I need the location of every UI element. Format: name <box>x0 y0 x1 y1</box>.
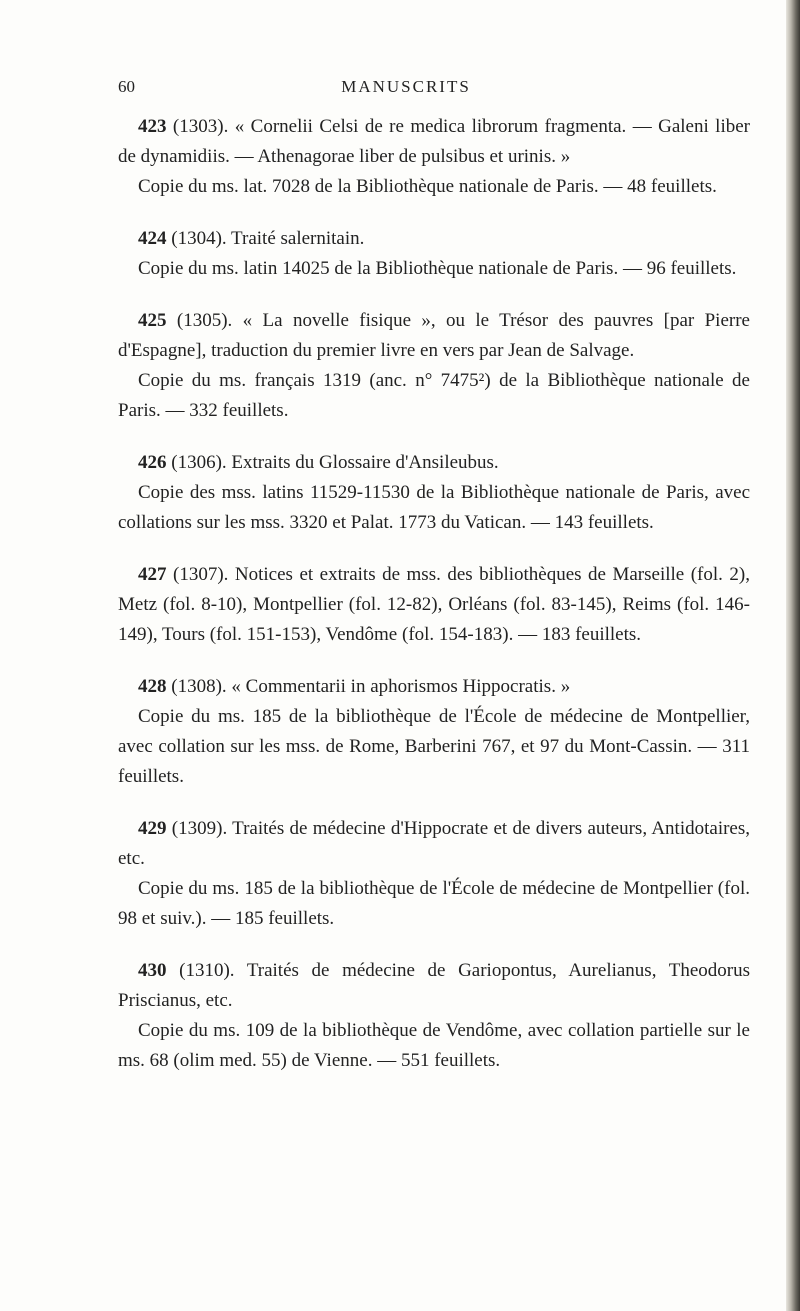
entry-copy-note: Copie du ms. 185 de la bibliothèque de l'École de médecine de Montpellier (fol. 98 et suiv.). — 185 feuillets. <box>118 878 750 929</box>
catalog-entry-424 <box>118 224 750 284</box>
entry-copy-note: Copie du ms. latin 14025 de la Bibliothèque nationale de Paris. — 96 feuillets. <box>138 258 737 279</box>
entry-copy-note: Copie du ms. 109 de la bibliothèque de Vendôme, avec collation partielle sur le ms. 68 (olim med. 55) de Vienne. — 551 feuillets. <box>118 1020 750 1071</box>
catalog-entry-430 <box>118 956 750 1076</box>
entry-text: (1307). Notices et extraits de mss. des bibliothèques de Marseille (fol. 2), Metz (fol. 8-10), Montpellier (fol. 12-82), Orléans (fol. 83-145), Reims (fol. 146-149), Tours (fol. 151-153), Vendôme (fol. 154-183). — 183 feuillets. <box>118 564 750 645</box>
catalog-entry-427 <box>118 560 750 650</box>
entry-number: 430 <box>138 960 167 981</box>
entry-description <box>118 448 750 478</box>
entry-copy-note: Copie du ms. français 1319 (anc. n° 7475²) de la Bibliothèque nationale de Paris. — 332 feuillets. <box>118 370 750 421</box>
entry-text: (1309). Traités de médecine d'Hippocrate et de divers auteurs, Antidotaires, etc. <box>118 818 750 869</box>
page-edge-shadow <box>786 0 800 1311</box>
entry-description <box>118 956 750 1016</box>
entry-copy-note: Copie des mss. latins 11529-11530 de la Bibliothèque nationale de Paris, avec collations sur les mss. 3320 et Palat. 1773 du Vatican. — 143 feuillets. <box>118 482 750 533</box>
entry-description <box>118 306 750 366</box>
catalog-entry-426 <box>118 448 750 538</box>
running-head-title: MANUSCRITS <box>341 77 471 96</box>
entry-description <box>118 112 750 172</box>
catalog-entry-423 <box>118 112 750 202</box>
entry-copy-note: Copie du ms. 185 de la bibliothèque de l'École de médecine de Montpellier, avec collation sur les mss. de Rome, Barberini 767, et 97 du Mont-Cassin. — 311 feuillets. <box>118 706 750 787</box>
entry-number: 424 <box>138 228 167 249</box>
entry-description <box>118 814 750 874</box>
catalog-entry-425 <box>118 306 750 426</box>
entry-text: (1305). « La novelle fisique », ou le Trésor des pauvres [par Pierre d'Espagne], traduction du premier livre en vers par Jean de Salvage. <box>118 310 750 361</box>
entry-description <box>118 224 750 254</box>
entry-text: (1306). Extraits du Glossaire d'Ansileubus. <box>166 452 499 473</box>
entry-text: (1310). Traités de médecine de Gariopontus, Aurelianus, Theodorus Priscianus, etc. <box>118 960 750 1011</box>
entry-text: (1304). Traité salernitain. <box>166 228 365 249</box>
entry-number: 425 <box>138 310 167 331</box>
running-head <box>118 77 678 101</box>
entry-number: 429 <box>138 818 167 839</box>
entry-number: 426 <box>138 452 167 473</box>
catalog-entries <box>118 112 750 1098</box>
entry-description <box>118 560 750 650</box>
entry-number: 427 <box>138 564 167 585</box>
entry-text: (1308). « Commentarii in aphorismos Hippocratis. » <box>166 676 571 697</box>
page-number: 60 <box>118 77 135 96</box>
catalog-entry-428 <box>118 672 750 792</box>
entry-number: 428 <box>138 676 167 697</box>
entry-copy-note: Copie du ms. lat. 7028 de la Bibliothèque nationale de Paris. — 48 feuillets. <box>138 176 717 197</box>
entry-number: 423 <box>138 116 167 137</box>
catalog-entry-429 <box>118 814 750 934</box>
entry-text: (1303). « Cornelii Celsi de re medica librorum fragmenta. — Galeni liber de dynamidiis. — Athenagorae liber de pulsibus et urinis. » <box>118 116 750 167</box>
entry-description <box>118 672 750 702</box>
